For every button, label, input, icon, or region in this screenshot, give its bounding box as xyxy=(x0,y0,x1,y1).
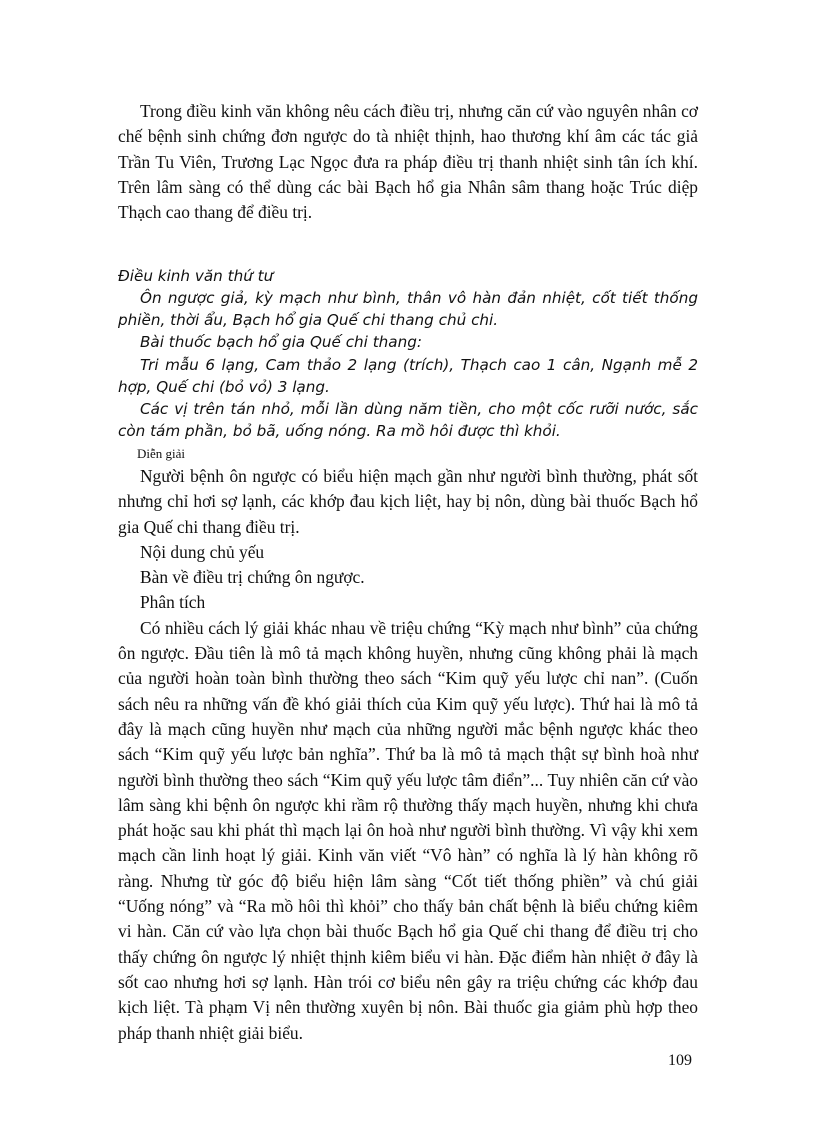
classic-text-line: Ôn ngược giả, kỳ mạch như bình, thân vô hàn đản nhiệt, cốt tiết thống phiền, thời ẩu, Bạch hổ gia Quế chi thang chủ chi. xyxy=(118,289,698,330)
classic-text-block xyxy=(118,287,698,442)
dien-giai-label: Diễn giải xyxy=(137,446,186,461)
body-paragraph: Nội dung chủ yếu xyxy=(140,541,265,562)
section-heading: Điều kinh văn thứ tư xyxy=(118,267,274,285)
body-paragraph: Có nhiều cách lý giải khác nhau về triệu chứng “Kỳ mạch như bình” của chứng ôn ngược. Đầu tiên là mô tả mạch không huyền, nhưng cũng không phải là mạch của người hoàn toàn bình thường theo sách “Kim quỹ yếu lược chỉ nan”. (Cuốn sách nêu ra những vấn đề khó giải thích của Kim quỹ yếu lược). Thứ hai là mô tả đây là mạch cũng huyền như mạch của những người mắc bệnh ngược khác theo sách “Kim quỹ yếu lược bản nghĩa”. Thứ ba là mô tả mạch thật sự bình hoà như người bình thường theo sách “Kim quỹ yếu lược tâm điển”... Tuy nhiên căn cứ vào lâm sàng khi bệnh ôn ngược khi rầm rộ thường thấy mạch huyền, nhưng khi chưa phát hoặc sau khi phát thì mạch lại ôn hoà như người bình thường. Vì vậy khi xem mạch cần linh hoạt lý giải. Kinh văn viết “Vô hàn” có nghĩa là lý hàn không rõ ràng. Nhưng từ góc độ biểu hiện lâm sàng “Cốt tiết thống phiền” và chú giải “Uống nóng” và “Ra mồ hôi thì khỏi” cho thấy bản chất bệnh là biểu chứng kiêm vi hàn. Căn cứ vào lựa chọn bài thuốc Bạch hổ gia Quế chi thang để điều trị cho thấy chứng ôn ngược lý nhiệt thịnh kiêm biểu vi hàn. Đặc điểm hàn nhiệt ở đây là sốt cao nhưng hơi sợ lạnh. Hàn trói cơ biểu nên gây ra triệu chứng các khớp đau kịch liệt. Tà phạm Vị nên thường xuyên bị nôn. Bài thuốc gia giảm phù hợp theo pháp thanh nhiệt giải biểu. xyxy=(118,617,698,1043)
intro-paragraph: Trong điều kinh văn không nêu cách điều trị, nhưng căn cứ vào nguyên nhân cơ chế bệnh sinh chứng đơn ngược do tà nhiệt thịnh, hao thương khí âm các tác giả Trần Tu Viên, Trương Lạc Ngọc đưa ra pháp điều trị thanh nhiệt sinh tân ích khí. Trên lâm sàng có thể dùng các bài Bạch hổ gia Nhân sâm thang hoặc Trúc diệp Thạch cao thang để điều trị. xyxy=(118,101,698,223)
body-paragraph: Phân tích xyxy=(140,592,206,613)
classic-text-line: Bài thuốc bạch hổ gia Quế chi thang: xyxy=(140,333,422,352)
classic-text-line: Các vị trên tán nhỏ, mỗi lần dùng năm tiền, cho một cốc rưỡi nước, sắc còn tám phần, bỏ bã, uống nóng. Ra mồ hôi được thì khỏi. xyxy=(118,400,698,441)
body-text xyxy=(118,464,698,1046)
body-paragraph: Người bệnh ôn ngược có biểu hiện mạch gần như người bình thường, phát sốt nhưng chỉ hơi sợ lạnh, các khớp đau kịch liệt, hay bị nôn, dùng bài thuốc Bạch hổ gia Quế chi thang điều trị. xyxy=(118,466,698,537)
classic-text-line: Tri mẫu 6 lạng, Cam thảo 2 lạng (trích), Thạch cao 1 cân, Ngạnh mễ 2 hợp, Quế chi (bỏ vỏ) 3 lạng. xyxy=(118,355,698,396)
page-number: 109 xyxy=(668,1052,692,1069)
body-paragraph: Bàn về điều trị chứng ôn ngược. xyxy=(140,567,365,588)
